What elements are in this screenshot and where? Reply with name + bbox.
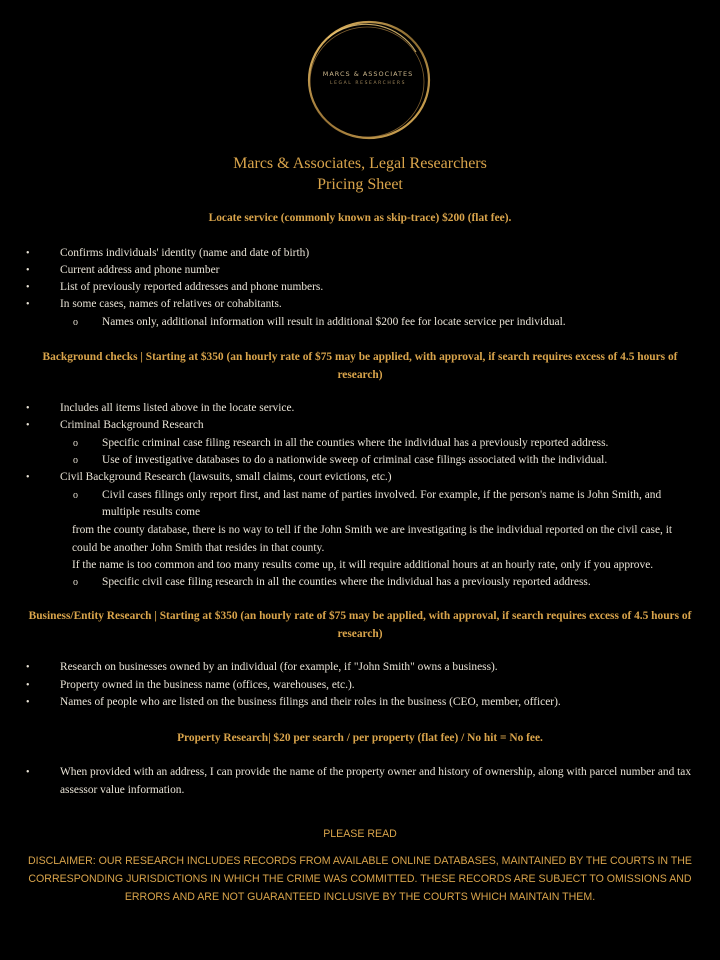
bullet-icon: • [26,697,30,708]
page-title: Marcs & Associates, Legal Researchers [233,155,487,172]
locate-item-previous: List of previously reported addresses and phone numbers. [60,281,324,293]
locate-item-identity: Confirms individuals' identity (name and date of birth) [60,247,310,259]
background-item-civil: Civil Background Research (lawsuits, small claims, court evictions, etc.) [60,471,392,483]
business-item-property: Property owned in the business name (offices, warehouses, etc.). [60,679,355,691]
property-item: When provided with an address, I can provide the name of the property owner and history of ownership, along with parcel number and tax assessor value information. [60,766,692,796]
logo-subtitle: LEGAL RESEARCHERS [329,81,407,86]
bullet-icon: • [26,767,30,778]
sub-bullet-icon: o [73,438,78,449]
civil-continuation-text: from the county database, there is no way to tell if the John Smith we are investigating is the individual reported on the civil case, it could be another John Smith that resides in that county. [72,524,673,554]
logo-name: MARCS & ASSOCIATES [322,70,414,78]
civil-subitem-names: Civil cases filings only report first, and last name of parties involved. For example, if the person's name is John Smith, and multiple results come [102,489,662,518]
locate-section-title: Locate service (commonly known as skip-trace) $200 (flat fee). [208,212,512,224]
locate-item-address: Current address and phone number [60,264,220,276]
bullet-icon: • [26,248,30,259]
background-section-title: Background checks | Starting at $350 (an hourly rate of $75 may be applied, with approval, if search requires excess of 4.5 hours of research) [42,351,678,381]
business-item-owned: Research on businesses owned by an individual (for example, if "John Smith" owns a business). [60,661,498,673]
background-item-locate: Includes all items listed above in the locate service. [60,402,295,414]
locate-item-relatives: In some cases, names of relatives or cohabitants. [60,298,282,310]
bullet-icon: • [26,299,30,310]
sub-bullet-icon: o [73,577,78,588]
civil-subitem-county: Specific civil case filing research in all the counties where the individual has a previously reported address. [102,576,591,588]
criminal-subitem-nationwide: Use of investigative databases to do a nationwide sweep of criminal case filings associated with the individual. [102,454,608,466]
civil-continuation-hours: If the name is too common and too many results come up, it will require additional hours at an hourly rate, only if you approve. [72,559,654,571]
locate-subitem: Names only, additional information will result in additional $200 fee for locate service per individual. [102,316,566,328]
property-section-title: Property Research| $20 per search / per property (flat fee) / No hit = No fee. [177,732,543,744]
criminal-subitem-county: Specific criminal case filing research in all the counties where the individual has a previously reported address. [102,437,609,449]
sub-bullet-icon: o [73,317,78,328]
bullet-icon: • [26,282,30,293]
page-subtitle: Pricing Sheet [317,176,403,193]
bullet-icon: • [26,472,30,483]
sub-bullet-icon: o [73,455,78,466]
business-section-title: Business/Entity Research | Starting at $350 (an hourly rate of $75 may be applied, with approval, if search requires excess of 4.5 hours of research) [28,610,692,640]
business-item-people: Names of people who are listed on the business filings and their roles in the business (CEO, member, officer). [60,696,561,708]
company-logo [298,12,438,152]
bullet-icon: • [26,265,30,276]
please-read-label: PLEASE READ [323,828,397,840]
bullet-icon: • [26,662,30,673]
bullet-icon: • [26,680,30,691]
bullet-icon: • [26,420,30,431]
disclaimer-text: DISCLAIMER: OUR RESEARCH INCLUDES RECORDS FROM AVAILABLE ONLINE DATABASES, MAINTAINED BY THE COURTS IN THE CORRESPONDING JURISDICTIONS IN WHICH THE CRIME WAS COMMITTED. THESE RECORDS ARE SUBJECT TO OMISSIONS AND ERRORS AND ARE NOT GUARANTEED INCLUSIVE BY THE COURTS WHICH MAINTAIN THEM. [27,855,692,903]
sub-bullet-icon: o [73,490,78,501]
bullet-icon: • [26,403,30,414]
background-item-criminal: Criminal Background Research [60,419,204,431]
